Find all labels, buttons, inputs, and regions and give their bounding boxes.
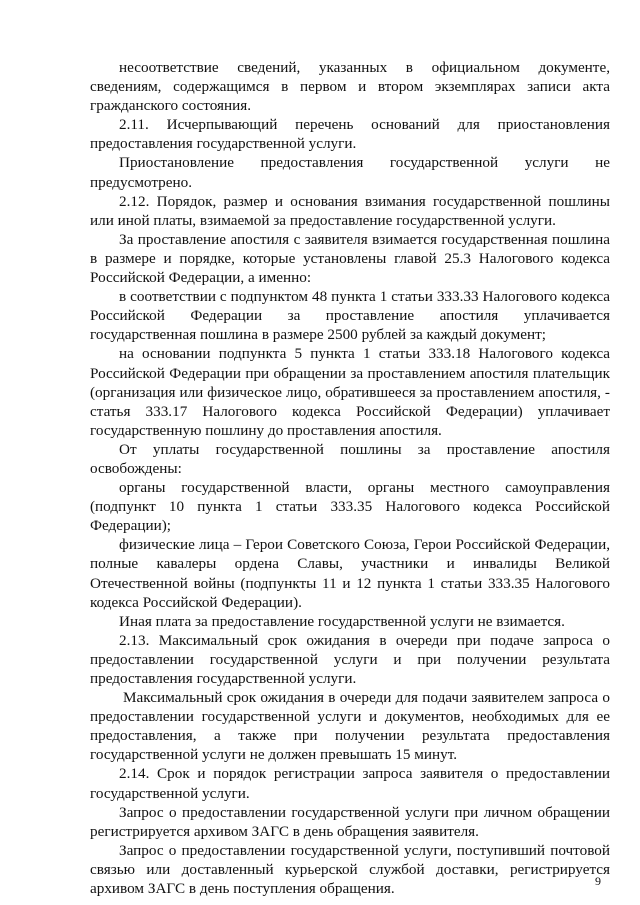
paragraph-8: От уплаты государственной пошлины за проставление апостиля освобождены: (90, 440, 610, 477)
paragraph-4: 2.12. Порядок, размер и основания взимания государственной пошлины или иной платы, взимаемой за предоставление государственной услуги. (90, 192, 610, 229)
paragraph-7: на основании подпункта 5 пункта 1 статьи 333.18 Налогового кодекса Российской Федерации при обращении за проставлением апостиля плательщик (организация или физическое лицо, обратившееся за проставлением апостиля, - статья 333.17 Налогового кодекса Российской Федерации) уплачивает государственную пошлину до проставления апостиля. (90, 345, 610, 439)
paragraph-5: За проставление апостиля с заявителя взимается государственная пошлина в размере и порядке, которые установлены главой 25.3 Налогового кодекса Российской Федерации, а именно: (90, 230, 610, 287)
paragraph-16: Запрос о предоставлении государственной услуги, поступивший почтовой связью или доставленный курьерской службой доставки, регистрируется архивом ЗАГС в день поступления обращения. (90, 841, 610, 898)
paragraph-13: Максимальный срок ожидания в очереди для подачи заявителем запроса о предоставлении государственной услуги и документов, необходимых для ее предоставления, а также при получении результата предоставления государственной услуги не должен превышать 15 минут. (90, 689, 610, 764)
paragraph-6: в соответствии с подпунктом 48 пункта 1 статьи 333.33 Налогового кодекса Российской Федерации за проставление апостиля уплачивается государственная пошлина в размере 2500 рублей за каждый документ; (90, 288, 610, 344)
paragraph-11: Иная плата за предоставление государственной услуги не взимается. (119, 612, 565, 630)
paragraph-3: Приостановление предоставления государственной услуги не предусмотрено. (90, 154, 610, 191)
paragraph-15: Запрос о предоставлении государственной услуги при личном обращении регистрируется архивом ЗАГС в день обращения заявителя. (90, 803, 610, 840)
paragraph-9: органы государственной власти, органы местного самоуправления (подпункт 10 пункта 1 статьи 333.35 Налогового кодекса Российской Федерации); (90, 479, 610, 535)
paragraph-10: физические лица – Герои Советского Союза, Герои Российской Федерации, полные кавалеры ордена Славы, участники и инвалиды Великой Отечественной войны (подпункты 11 и 12 пункта 1 статьи 333.35 Налогового кодекса Российской Федерации). (90, 536, 610, 611)
paragraph-1: несоответствие сведений, указанных в официальном документе, сведениям, содержащимся в первом и втором экземплярах записи акта гражданского состояния. (90, 59, 610, 115)
paragraph-2: 2.11. Исчерпывающий перечень оснований для приостановления предоставления государственной услуги. (90, 116, 610, 153)
paragraph-12: 2.13. Максимальный срок ожидания в очереди при подаче запроса о предоставлении государственной услуги и при получении результата предоставления государственной услуги. (90, 631, 610, 687)
page-number: 9 (595, 874, 601, 888)
document-page (90, 58, 610, 898)
paragraph-14: 2.14. Срок и порядок регистрации запроса заявителя о предоставлении государственной услуги. (90, 765, 610, 802)
